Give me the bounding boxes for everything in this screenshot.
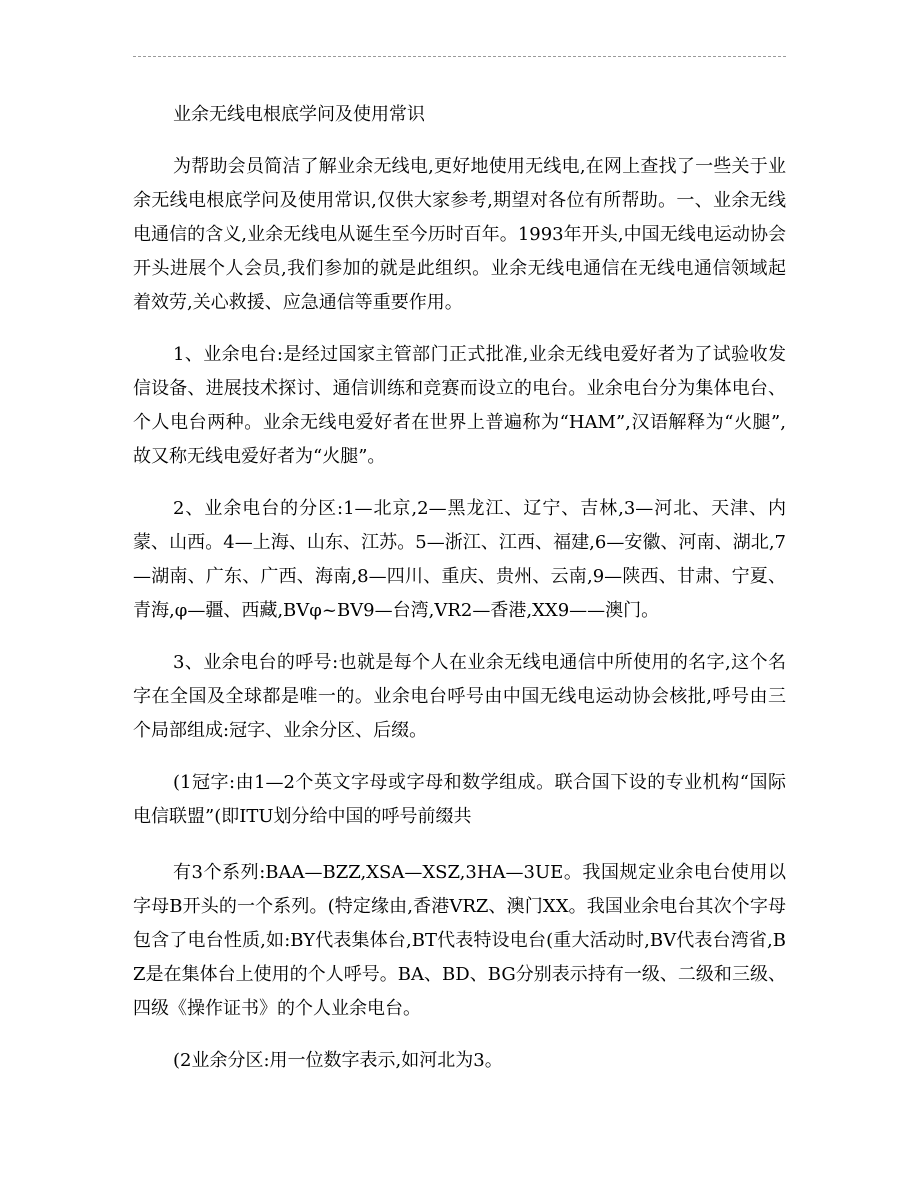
document-title: 业余无线电根底学问及使用常识 xyxy=(173,104,425,125)
paragraph-station-zones: 2、业余电台的分区:1—北京,2—黑龙江、辽宁、吉林,3—河北、天津、内蒙、山西。4—上海、山东、江苏。5—浙江、江西、福建,6—安徽、河南、湖北,7—湖南、广东、广西、海南,8—四川、重庆、贵州、云南,9—陕西、甘肃、宁夏、青海,φ—疆、西藏,BVφ~BV9—台湾,VR2—香港,XX9——澳门。 xyxy=(133,498,786,621)
paragraph-zone-digit: (2业余分区:用一位数字表示,如河北为3。 xyxy=(173,1050,503,1071)
header-divider xyxy=(133,56,786,57)
paragraph-prefix: (1冠字:由1—2个英文字母或字母和数学组成。联合国下设的专业机构“国际电信联盟”(即ITU划分给中国的呼号前缀共 xyxy=(133,772,786,827)
paragraph-call-sign: 3、业余电台的呼号:也就是每个人在业余无线电通信中所使用的名字,这个名字在全国及全球都是唯一的。业余电台呼号由中国无线电运动协会核批,呼号由三个局部组成:冠字、业余分区、后缀。 xyxy=(133,652,786,741)
paragraph-amateur-station: 1、业余电台:是经过国家主管部门正式批准,业余无线电爱好者为了试验收发信设备、进展技术探讨、通信训练和竞赛而设立的电台。业余电台分为集体电台、个人电台两种。业余无线电爱好者在世界上普遍称为“HAM”,汉语解释为“火腿”,故又称无线电爱好者为“火腿”。 xyxy=(133,344,786,467)
paragraph-intro: 为帮助会员简洁了解业余无线电,更好地使用无线电,在网上查找了一些关于业余无线电根底学问及使用常识,仅供大家参考,期望对各位有所帮助。一、业余无线电通信的含义,业余无线电从诞生至今历时百年。1993年开头,中国无线电运动协会开头进展个人会员,我们参加的就是此组织。业余无线电通信在无线电通信领域起着效劳,关心救援、应急通信等重要作用。 xyxy=(133,156,786,313)
document-body xyxy=(133,98,786,1096)
paragraph-prefix-series: 有3个系列:BAA—BZZ,XSA—XSZ,3HA—3UE。我国规定业余电台使用以字母B开头的一个系列。(特定缘由,香港VRZ、澳门XX。我国业余电台其次个字母包含了电台性质,如:BY代表集体台,BT代表特设电台(重大活动时,BV代表台湾省,BZ是在集体台上使用的个人呼号。BA、BD、BG分别表示持有一级、二级和三级、四级《操作证书》的个人业余电台。 xyxy=(133,862,786,1019)
